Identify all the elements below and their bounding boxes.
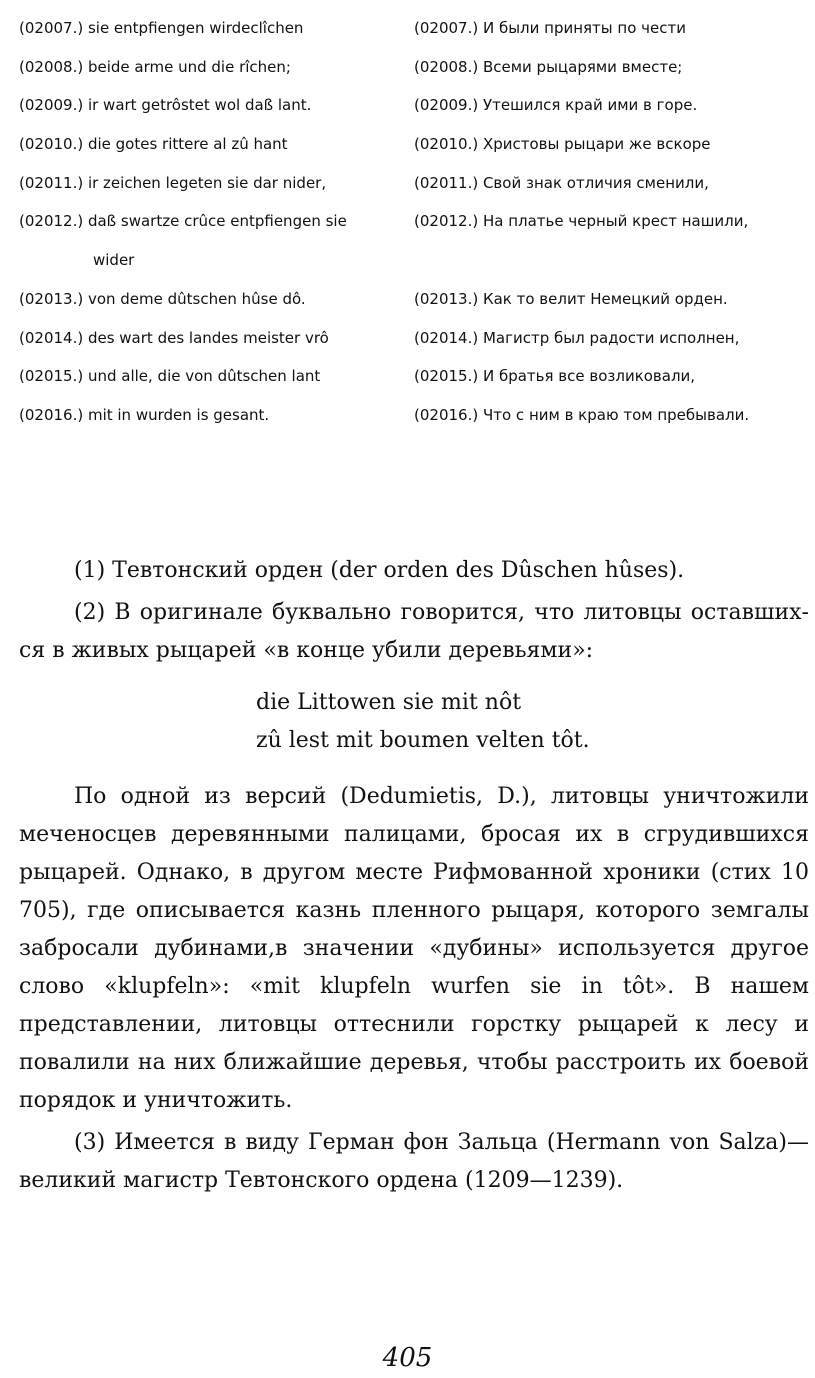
footnote-1: (1) Тевтонский орден (der orden des Dûschen hûses). (74, 558, 685, 583)
verse-russian: (02007.) И были приняты по чести (414, 19, 686, 37)
verse-russian: (02012.) На платье черный крест нашили, (414, 212, 749, 231)
verse-russian: (02015.) И братья все возликовали, (414, 367, 696, 386)
quote-line: zû lest mit boumen velten tôt. (256, 728, 590, 753)
verse-russian: (02008.) Всеми рыцарями вместе; (414, 57, 683, 76)
verse-german: (02009.) ir wart getrôstet wol daß lant. (19, 96, 312, 115)
page-number: 405 (382, 1343, 433, 1373)
verse-german: (02011.) ir zeichen legeten sie dar nider, (19, 173, 327, 192)
verse-russian: (02016.) Что с ним в краю том пребывали. (414, 405, 750, 424)
parallel-verses (19, 14, 809, 440)
quote-line: die Littowen sie mit nôt (256, 690, 522, 715)
verse-row (19, 53, 809, 92)
verse-russian: (02013.) Как то велит Немецкий орден. (414, 289, 728, 308)
verse-row (19, 207, 809, 246)
footnote-2-continuation: По одной из версий (Dedumietis, D.), литовцы уничтожили меченосцев деревянными палицами, бросая их в сгрудившихся рыцарей. Однако, в другом месте Рифмованной хроники (стих 10 705), где описывается казнь пленного рыцаря, которого земгалы забросали дубинами,в значении «дубины» используется другое слово «klupfeln»: «mit klupfeln wurfen sie in tôt». В нашем представлении, литовцы оттеснили горстку рыцарей к лесу и повалили на них ближайшие деревья, чтобы расстроить их боевой порядок и уничтожить. (19, 784, 809, 1113)
verse-row (19, 324, 809, 363)
verse-row (19, 130, 809, 169)
verse-row-continuation (19, 246, 809, 285)
verse-russian: (02011.) Свой знак отличия сменили, (414, 173, 709, 192)
verse-row (19, 91, 809, 130)
verse-german: (02007.) sie entpfiengen wirdeclîchen (19, 19, 304, 37)
verse-german: wider (93, 251, 135, 270)
footnote-3: (3) Имеется в виду Герман фон Зальца (Hermann von Salza)— великий магистр Тевтонского ордена (1209—1239). (19, 1130, 809, 1193)
footnote-2: (2) В оригинале буквально говорится, что литовцы оставших-ся в живых рыцарей «в конце убили деревьями»: (19, 600, 809, 663)
verse-russian: (02014.) Магистр был радости исполнен, (414, 328, 740, 347)
verse-german: (02016.) mit in wurden is gesant. (19, 405, 270, 424)
verse-row (19, 401, 809, 440)
verse-russian: (02009.) Утешился край ими в горе. (414, 96, 698, 115)
verse-german: (02012.) daß swartze crûce entpfiengen sie (19, 212, 347, 231)
quotation (256, 684, 809, 760)
verse-german: (02013.) von deme dûtschen hûse dô. (19, 289, 306, 308)
verse-row (19, 14, 809, 53)
footnotes (19, 552, 809, 1200)
verse-german: (02015.) und alle, die von dûtschen lant (19, 367, 321, 386)
verse-russian: (02010.) Христовы рыцари же вскоре (414, 135, 711, 154)
verse-row (19, 169, 809, 208)
verse-german: (02008.) beide arme und die rîchen; (19, 57, 291, 76)
verse-row (19, 362, 809, 401)
verse-german: (02014.) des wart des landes meister vrô (19, 328, 329, 347)
verse-row (19, 285, 809, 324)
verse-german: (02010.) die gotes rittere al zû hant (19, 135, 288, 154)
